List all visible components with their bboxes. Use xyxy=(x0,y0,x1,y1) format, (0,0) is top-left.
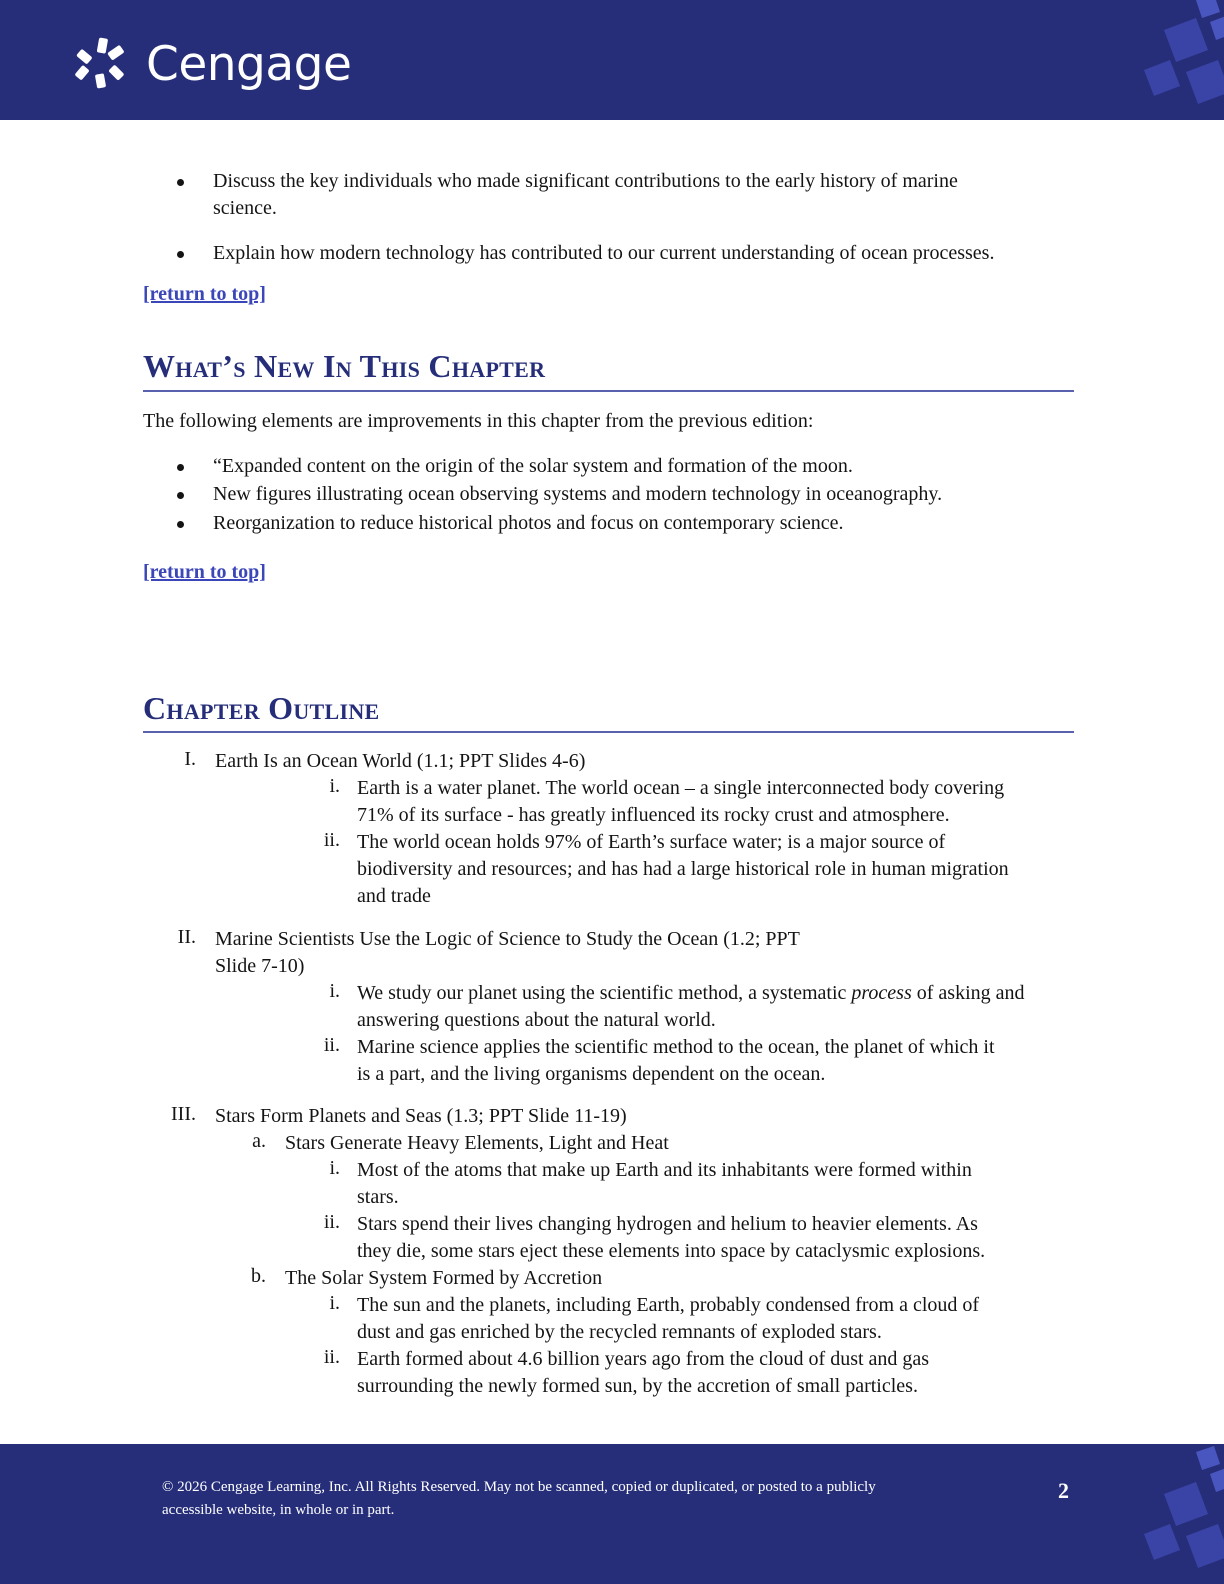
item-text: We study our planet using the scientific method, a systematic xyxy=(357,982,852,1004)
heading-underline xyxy=(143,390,1074,392)
item-number: ii. xyxy=(323,1346,340,1368)
section-title: Stars Form Planets and Seas (1.3; PPT Slide 11-19) xyxy=(215,1105,627,1127)
item-line: Marine science applies the scientific method to the ocean, the planet of which it xyxy=(357,1036,995,1058)
item-text-emphasis: process xyxy=(851,982,912,1004)
section-title: Marine Scientists Use the Logic of Science to Study the Ocean (1.2; PPT xyxy=(215,928,800,950)
section-number: I. xyxy=(184,748,196,770)
whats-new-bullet: New figures illustrating ocean observing systems and modern technology in oceanography. xyxy=(213,483,943,505)
section-title: Earth Is an Ocean World (1.1; PPT Slides 4-6) xyxy=(215,750,586,772)
heading-underline xyxy=(143,731,1074,733)
bullet-marker xyxy=(177,464,184,471)
return-to-top-link[interactable]: [return to top] xyxy=(143,561,266,583)
item-line: they die, some stars eject these elements into space by cataclysmic explosions. xyxy=(357,1240,986,1262)
item-line xyxy=(357,980,1025,1007)
item-number: i. xyxy=(329,775,340,797)
item-number: ii. xyxy=(323,1034,340,1056)
whats-new-bullet: “Expanded content on the origin of the solar system and formation of the moon. xyxy=(213,455,853,477)
item-line: surrounding the newly formed sun, by the accretion of small particles. xyxy=(357,1375,918,1397)
section-title: Slide 7-10) xyxy=(215,955,305,977)
item-line: Earth is a water planet. The world ocean – a single interconnected body covering xyxy=(357,777,1005,799)
item-number: ii. xyxy=(323,829,340,851)
corner-decoration xyxy=(1134,1444,1224,1584)
item-number: ii. xyxy=(323,1211,340,1233)
bullet-marker xyxy=(177,492,184,499)
bullet-marker xyxy=(177,251,184,258)
whats-new-bullet: Reorganization to reduce historical photos and focus on contemporary science. xyxy=(213,512,844,534)
subsection-title: The Solar System Formed by Accretion xyxy=(285,1267,603,1289)
section-number: II. xyxy=(177,926,196,948)
bullet-marker xyxy=(177,521,184,528)
item-line: The sun and the planets, including Earth, probably condensed from a cloud of xyxy=(357,1294,980,1316)
objective-bullet-2: Explain how modern technology has contributed to our current understanding of ocean processes. xyxy=(213,242,995,264)
item-number: i. xyxy=(329,980,340,1002)
whats-new-heading: What’s New In This Chapter xyxy=(143,348,546,384)
copyright-line: accessible website, in whole or in part. xyxy=(162,1502,395,1518)
subsection-title: Stars Generate Heavy Elements, Light and Heat xyxy=(285,1132,669,1154)
item-line: Earth formed about 4.6 billion years ago from the cloud of dust and gas xyxy=(357,1348,930,1370)
item-line: and trade xyxy=(357,885,431,907)
item-line: stars. xyxy=(357,1186,399,1208)
objective-bullet-1-line2: science. xyxy=(213,197,277,219)
bullet-marker xyxy=(177,179,184,186)
item-text: of asking and xyxy=(911,982,1025,1004)
whats-new-intro: The following elements are improvements in this chapter from the previous edition: xyxy=(143,410,814,432)
item-number: i. xyxy=(329,1292,340,1314)
page-number: 2 xyxy=(1058,1478,1069,1503)
brand-name: Cengage xyxy=(146,36,352,92)
item-line: dust and gas enriched by the recycled remnants of exploded stars. xyxy=(357,1321,882,1343)
return-to-top-link[interactable]: [return to top] xyxy=(143,283,266,305)
subsection-letter: b. xyxy=(251,1265,266,1287)
item-line: is a part, and the living organisms dependent on the ocean. xyxy=(357,1063,826,1085)
item-line: The world ocean holds 97% of Earth’s surface water; is a major source of xyxy=(357,831,946,853)
subsection-letter: a. xyxy=(252,1130,266,1152)
copyright-line: © 2026 Cengage Learning, Inc. All Rights Reserved. May not be scanned, copied or duplicated, or posted to a publicly xyxy=(162,1479,876,1495)
chapter-outline-heading: Chapter Outline xyxy=(143,690,380,726)
copyright-notice xyxy=(162,1476,942,1522)
cengage-logo[interactable] xyxy=(74,36,351,92)
item-line: 71% of its surface - has greatly influenced its rocky crust and atmosphere. xyxy=(357,804,950,826)
item-line: answering questions about the natural world. xyxy=(357,1009,716,1031)
item-number: i. xyxy=(329,1157,340,1179)
item-line: Stars spend their lives changing hydrogen and helium to heavier elements. As xyxy=(357,1213,978,1235)
section-number: III. xyxy=(171,1103,196,1125)
cengage-logo-icon xyxy=(74,36,134,92)
page-header xyxy=(0,0,1224,120)
page-footer xyxy=(0,1444,1224,1584)
corner-decoration xyxy=(1134,0,1224,120)
item-line: Most of the atoms that make up Earth and its inhabitants were formed within xyxy=(357,1159,972,1181)
objective-bullet-1-line1: Discuss the key individuals who made significant contributions to the early history of marine xyxy=(213,170,958,192)
item-line: biodiversity and resources; and has had a large historical role in human migration xyxy=(357,858,1009,880)
